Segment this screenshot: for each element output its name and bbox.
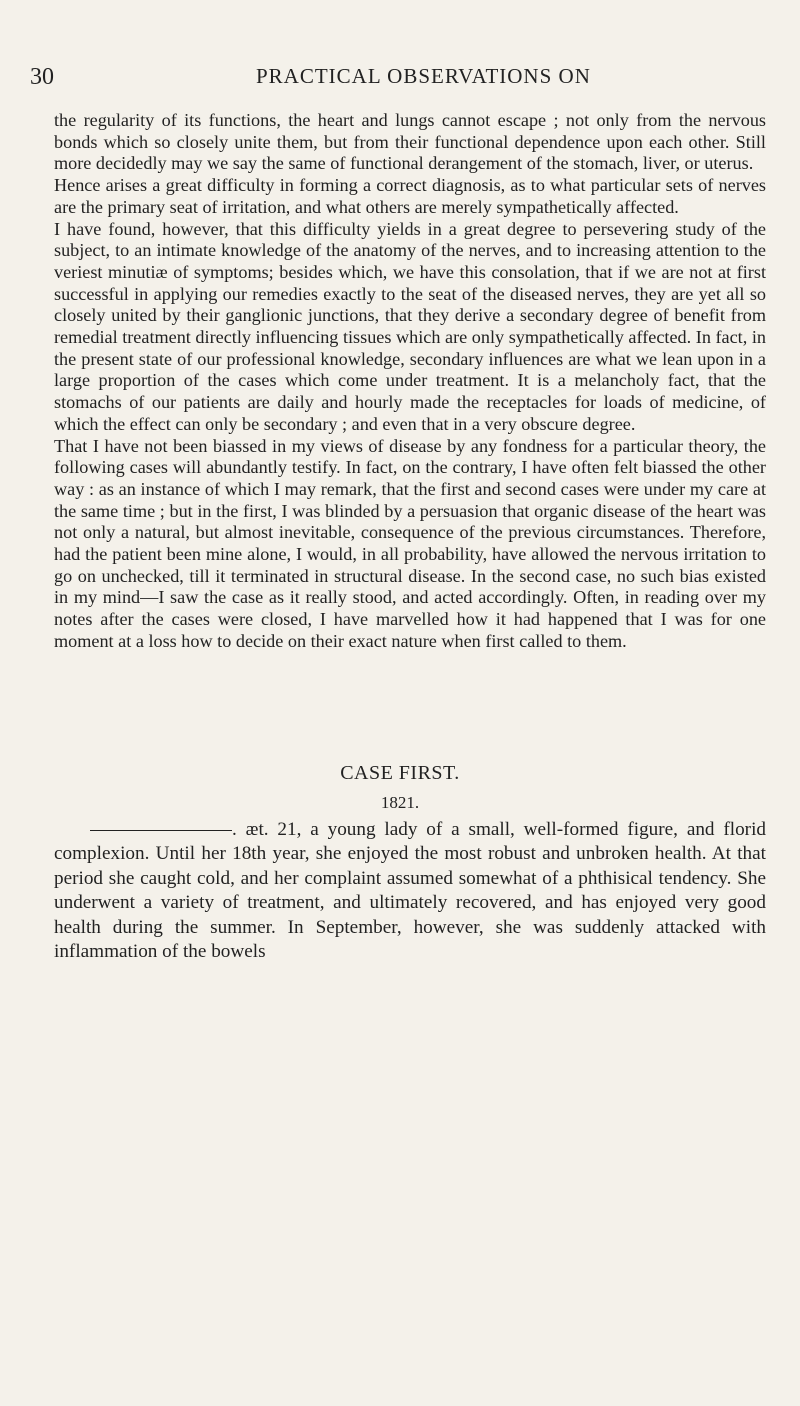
paragraph: Hence arises a great difficulty in forming a correct diagnosis, as to what particular sets of nerves are the primary seat of irritation, and what others are merely sympathetically affected. — [54, 175, 766, 217]
paragraph: I have found, however, that this difficulty yields in a great degree to persevering study of the subject, to an intimate knowledge of the anatomy of the nerves, and to increasing attention to the veriest minutiæ of symptoms; besides which, we have this consolation, that if we are not at first successful in applying our remedies exactly to the seat of the diseased nerves, they are yet all so closely united by their ganglionic junctions, that they derive a secondary degree of benefit from remedial treatment directly influencing tissues which are only sympathetically affected. In fact, in the present state of our professional knowledge, secondary influences are what we lean upon in a large proportion of the cases which come under treatment. It is a melancholy fact, that the stomachs of our patients are daily and hourly made the receptacles for loads of medicine, of which the effect can only be secondary ; and even that in a very obscure degree. — [54, 218, 766, 434]
case-year: 1821. — [380, 793, 420, 812]
body-text — [54, 110, 766, 653]
name-blank-dash — [90, 830, 232, 831]
page-number: 30 — [30, 64, 54, 90]
page-header — [30, 64, 750, 94]
running-head: PRACTICAL OBSERVATIONS ON — [256, 64, 591, 88]
case-paragraph — [54, 818, 766, 964]
case-heading: CASE FIRST. — [340, 762, 460, 784]
case-paragraph-text: . æt. 21, a young lady of a small, well-formed figure, and florid complexion. Until her 18th year, she enjoyed the most robust and unbroken health. At that period she caught cold, and her complaint assumed somewhat of a phthisical tendency. She underwent a variety of treatment, and ultimately recovered, and has enjoyed very good health during the summer. In September, however, she was suddenly attacked with inflammation of the bowels — [54, 819, 766, 963]
paragraph: That I have not been biassed in my views of disease by any fondness for a particular theory, the following cases will abundantly testify. In fact, on the contrary, I have often felt biassed the other way : as an instance of which I may remark, that the first and second cases were under my care at the same time ; but in the first, I was blinded by a persuasion that organic disease of the heart was not only a natural, but almost inevitable, consequence of the previous circumstances. Therefore, had the patient been mine alone, I would, in all probability, have allowed the nervous irritation to go on unchecked, till it terminated in structural disease. In the second case, no such bias existed in my mind—I saw the case as it really stood, and acted accordingly. Often, in reading over my notes after the cases were closed, I have marvelled how it had happened that I was for one moment at a loss how to decide on their exact nature when first called to them. — [54, 435, 766, 651]
paragraph: the regularity of its functions, the heart and lungs cannot escape ; not only from the nervous bonds which so closely unite them, but from their functional dependence upon each other. Still more decidedly may we say the same of functional derangement of the stomach, liver, or uterus. — [54, 110, 766, 174]
case-text — [54, 818, 766, 964]
